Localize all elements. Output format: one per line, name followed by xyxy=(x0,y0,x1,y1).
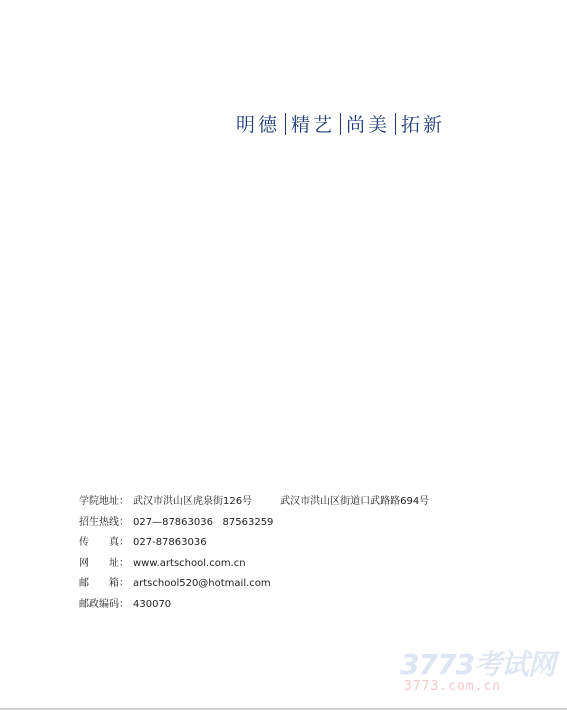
hotline-label: 招生热线： xyxy=(79,516,129,528)
watermark-url: 3773.com.cn xyxy=(404,679,502,694)
email-row xyxy=(79,574,429,595)
address-row xyxy=(79,492,429,513)
motto-divider xyxy=(340,113,341,135)
motto-item-1: 明德 xyxy=(236,114,281,136)
motto-divider xyxy=(395,113,396,135)
zip-row xyxy=(79,595,429,616)
motto-item-4: 拓新 xyxy=(401,114,446,136)
website-link[interactable]: www.artschool.com.cn xyxy=(133,557,246,569)
address-2: 武汉市洪山区街道口武路路694号 xyxy=(280,496,430,507)
email-label: 邮 箱： xyxy=(79,578,129,589)
fax-value: 027-87863036 xyxy=(133,537,207,548)
fax-label: 传 真： xyxy=(79,537,129,548)
hotline-row xyxy=(79,513,429,534)
fax-row xyxy=(79,533,429,554)
address-label: 学院地址： xyxy=(79,496,129,507)
school-motto xyxy=(236,110,445,137)
motto-item-2: 精艺 xyxy=(291,114,336,136)
website-label: 网 址： xyxy=(79,557,129,569)
motto-item-3: 尚美 xyxy=(346,114,391,136)
website-row xyxy=(79,554,429,575)
zip-value: 430070 xyxy=(133,598,172,610)
hotline-value: 027—87863036 87563259 xyxy=(133,516,274,528)
email-link[interactable]: artschool520@hotmail.com xyxy=(133,578,271,589)
address-1: 武汉市洪山区虎泉街126号 xyxy=(133,496,253,507)
contact-info xyxy=(79,492,429,615)
zip-label: 邮政编码： xyxy=(79,598,129,610)
motto-divider xyxy=(285,113,286,135)
watermark-logo: 3773考试网 xyxy=(400,648,555,681)
